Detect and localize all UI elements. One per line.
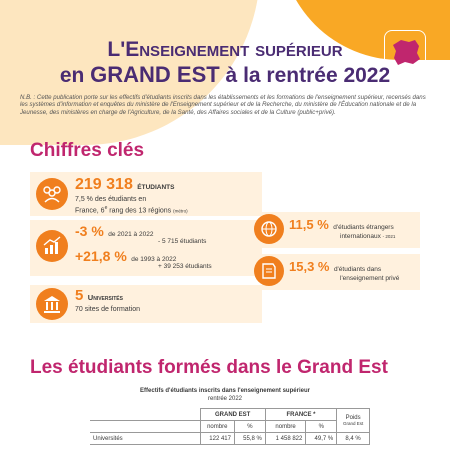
etrangers-year: - 2021 (382, 234, 396, 239)
methodology-note: N.B. : Cette publication porte sur les effectifs d'étudiants inscrits dans les établissements et les formations de l'enseignement supérieur, recensés dans les systèmes d'information et enquêtes du ministère de l'Enseignement supérieur et de la Recherche, du ministère de l'Éducation nationale et de la Jeunesse, des ministères en charge de l'Agriculture, de la Santé, des Affaires sociales et de la Culture (public+privé). (20, 94, 426, 116)
universites-sites: 70 sites de formation (75, 306, 140, 313)
section-title-formes: Les étudiants formés dans le Grand Est (30, 357, 388, 378)
subcol-fr-nombre: nombre (265, 421, 306, 433)
universites-card (30, 285, 262, 323)
prive-label: d'étudiants dans (333, 266, 382, 273)
evolution-detail-1: - 5 715 étudiants (158, 238, 207, 245)
col-grand-est: GRAND EST (200, 409, 265, 421)
evolution-pct-2: +21,8 % (75, 248, 127, 264)
page-subtitle: en GRAND EST à la rentrée 2022 (59, 62, 391, 87)
growth-chart-icon (36, 230, 68, 262)
students-count: 219 318 (75, 176, 133, 193)
students-table (90, 408, 370, 445)
subcol-ge-pct: % (234, 421, 265, 433)
evolution-period-2: de 1993 à 2022 (131, 256, 177, 263)
universites-count: 5 (75, 287, 84, 304)
universites-label: Universités (87, 293, 123, 302)
col-poids: Poids Grand Est (337, 409, 370, 433)
students-group-icon (36, 178, 68, 210)
diploma-icon (254, 256, 284, 286)
prive-card (262, 254, 420, 290)
students-share: 7,5 % des étudiants en France, 6e rang des 13 régions (métro) (75, 196, 188, 215)
students-label: ÉTUDIANTS (137, 184, 175, 191)
etrangers-label: d'étudiants étrangers (333, 224, 394, 231)
subcol-fr-pct: % (306, 421, 337, 433)
page-title: L'Enseignement supérieur (107, 38, 343, 61)
section-title-chiffres: Chiffres clés (30, 140, 145, 161)
evolution-period-1: de 2021 à 2022 (108, 231, 154, 238)
prive-pct: 15,3 % (289, 259, 330, 274)
subcol-ge-nombre: nombre (200, 421, 234, 433)
table-header-row (90, 409, 370, 421)
etrangers-label-2: internationaux (340, 233, 381, 240)
students-card (30, 172, 262, 216)
col-france: FRANCE * (265, 409, 336, 421)
table-subtitle: rentrée 2022 (207, 396, 243, 402)
etrangers-card (262, 212, 420, 248)
prive-label-2: l'enseignement privé (340, 275, 400, 282)
etrangers-pct: 11,5 % (289, 217, 329, 232)
globe-icon (254, 214, 284, 244)
evolution-pct-1: -3 % (75, 223, 104, 239)
university-building-icon (36, 288, 68, 320)
table-row: Universités 122 417 55,8 % 1 458 822 49,7 % 8,4 % (90, 433, 370, 445)
evolution-detail-2: + 39 253 étudiants (158, 263, 212, 270)
table-title: Effectifs d'étudiants inscrits dans l'enseignement supérieur (140, 388, 310, 394)
evolution-card (30, 220, 262, 276)
table-subheader-row (90, 421, 370, 433)
